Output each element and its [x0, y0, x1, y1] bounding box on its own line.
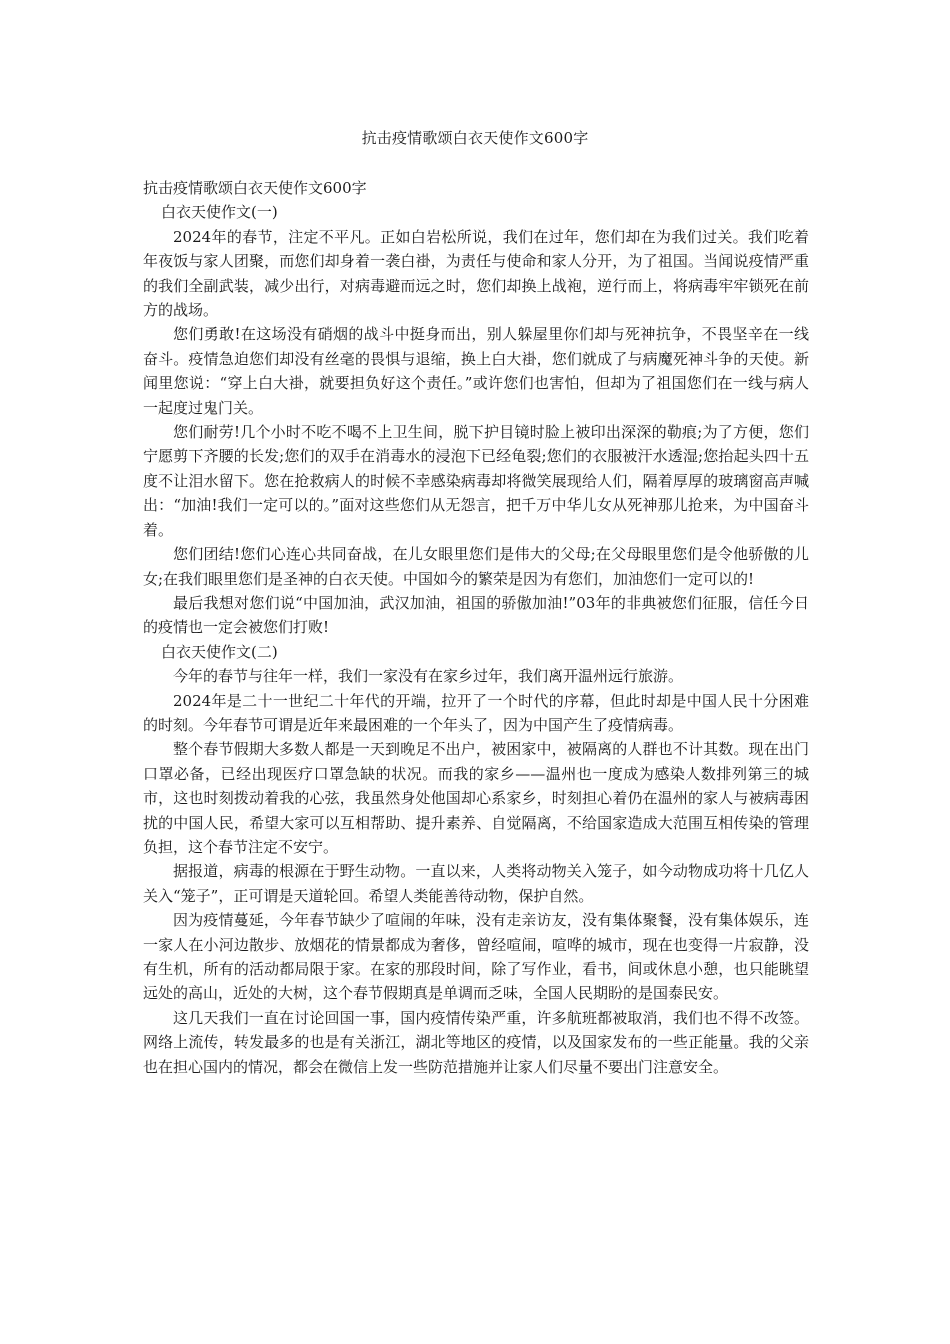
section-heading: 白衣天使作文(一) — [161, 203, 278, 222]
paragraph: 据报道，病毒的根源在于野生动物。一直以来，人类将动物关入笼子，如今动物成功将十几亿人关入“笼子”，正可谓是天道轮回。希望人类能善待动物，保护自然。 — [143, 862, 809, 905]
section-heading: 白衣天使作文(二) — [161, 642, 278, 661]
paragraph: 2024年是二十一世纪二十年代的开端，拉开了一个时代的序幕，但此时却是中国人民十分困难的时刻。今年春节可谓是近年来最困难的一个年头了，因为中国产生了疫情病毒。 — [143, 691, 809, 734]
paragraph: 因为疫情蔓延，今年春节缺少了喧闹的年味，没有走亲访友，没有集体聚餐，没有集体娱乐，连一家人在小河边散步、放烟花的情景都成为奢侈，曾经喧闹，喧哗的城市，现在也变得一片寂静，没有生机，所有的活动都局限于家。在家的那段时间，除了写作业，看书，间或休息小憩，也只能眺望远处的高山，近处的大树，这个春节假期真是单调而乏味，全国人民期盼的是国泰民安。 — [143, 911, 809, 1003]
paragraph: 今年的春节与往年一样，我们一家没有在家乡过年，我们离开温州远行旅游。 — [173, 667, 684, 686]
paragraph: 您们团结!您们心连心共同奋战，在儿女眼里您们是伟大的父母;在父母眼里您们是令他骄傲的儿女;在我们眼里您们是圣神的白衣天使。中国如今的繁荣是因为有您们，加油您们一定可以的! — [143, 545, 809, 588]
paragraph: 最后我想对您们说“中国加油，武汉加油，祖国的骄傲加油!”03年的非典被您们征服，信任今日的疫情也一定会被您们打败! — [143, 593, 809, 637]
document-subtitle: 抗击疫情歌颂白衣天使作文600字 — [143, 179, 367, 197]
document-title: 抗击疫情歌颂白衣天使作文600字 — [361, 129, 589, 147]
document-body — [143, 176, 809, 1079]
paragraph: 这几天我们一直在讨论回国一事，国内疫情传染严重，许多航班都被取消，我们也不得不改签。网络上流传，转发最多的也是有关浙江，湖北等地区的疫情，以及国家发布的一些正能量。我的父亲也在担心国内的情况，都会在微信上发一些防范措施并让家人们尽量不要出门注意安全。 — [143, 1008, 809, 1076]
paragraph: 您们勇敢!在这场没有硝烟的战斗中挺身而出，别人躲屋里你们却与死神抗争，不畏坚辛在一线奋斗。疫情急迫您们却没有丝毫的畏惧与退缩，换上白大褂，您们就成了与病魔死神斗争的天使。新闻里您说：“穿上白大褂，就要担负好这个责任。”或许您们也害怕，但却为了祖国您们在一线与病人一起度过鬼门关。 — [143, 325, 809, 417]
paragraph: 您们耐劳!几个小时不吃不喝不上卫生间，脱下护目镜时脸上被印出深深的勒痕;为了方便，您们宁愿剪下齐腰的长发;您们的双手在消毒水的浸泡下已经龟裂;您们的衣服被汗水透湿;您抬起头四十五度不让泪水留下。您在抢救病人的时候不幸感染病毒却将微笑展现给人们，隔着厚厚的玻璃窗高声喊出：“加油!我们一定可以的。”面对这些您们从无怨言，把千万中华儿女从死神那儿抢来，为中国奋斗着。 — [143, 423, 809, 539]
paragraph: 2024年的春节，注定不平凡。正如白岩松所说，我们在过年，您们却在为我们过关。我们吃着年夜饭与家人团聚，而您们却身着一袭白褂，为责任与使命和家人分开，为了祖国。当闻说疫情严重的我们全副武装，减少出行，对病毒避而远之时，您们却换上战袍，逆行而上，将病毒牢牢锁死在前方的战场。 — [143, 227, 809, 320]
paragraph: 整个春节假期大多数人都是一天到晚足不出户，被困家中，被隔离的人群也不计其数。现在出门口罩必备，已经出现医疗口罩急缺的状况。而我的家乡——温州也一度成为感染人数排列第三的城市，这也时刻拨动着我的心弦，我虽然身处他国却心系家乡，时刻担心着仍在温州的家人与被病毒困扰的中国人民，希望大家可以互相帮助、提升素养、自觉隔离，不给国家造成大范围互相传染的管理负担，这个春节注定不安宁。 — [143, 740, 809, 856]
